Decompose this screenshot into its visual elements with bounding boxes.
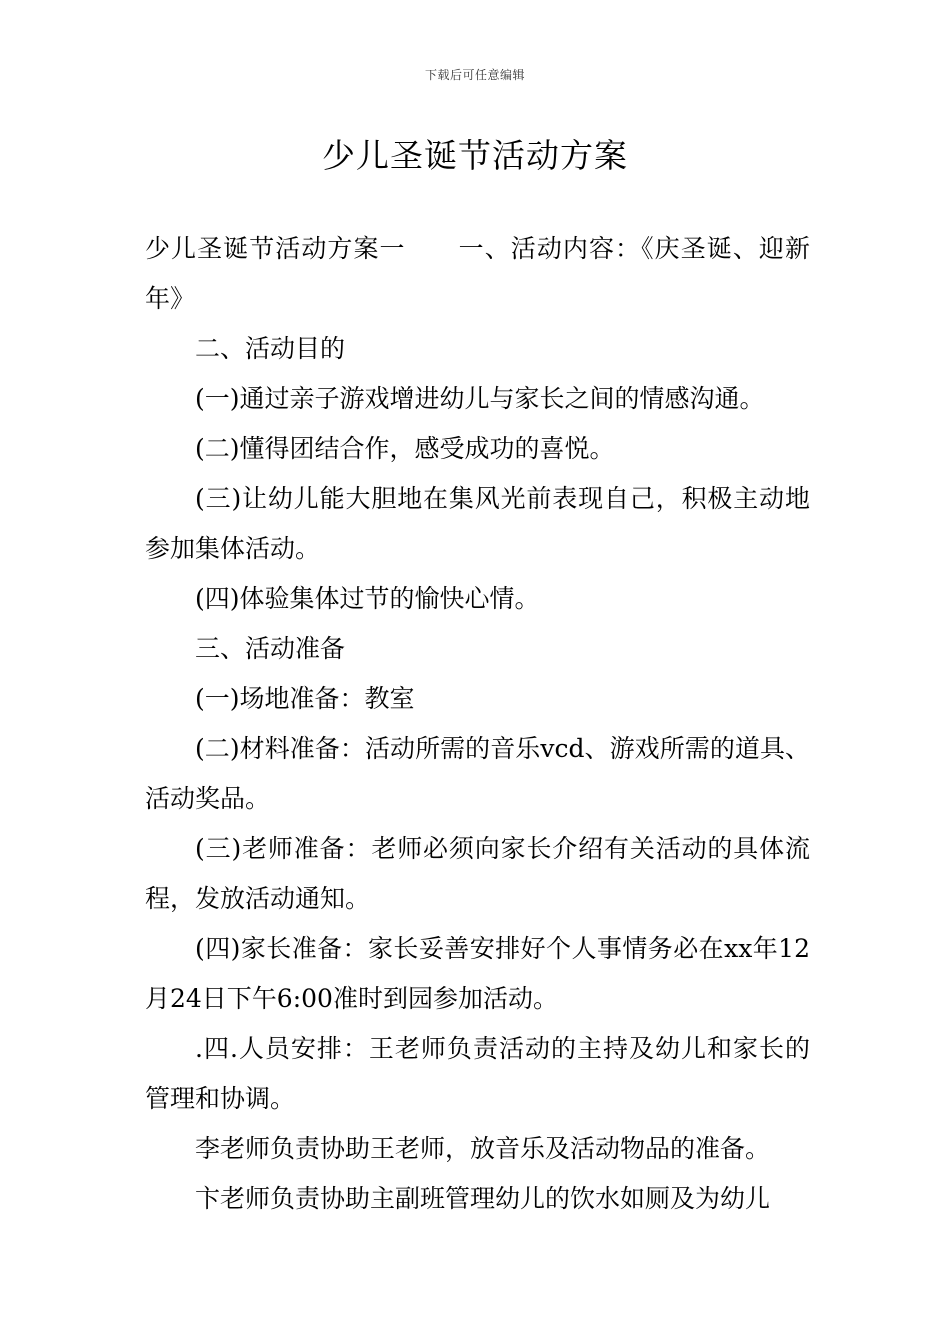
intro-paragraph	[145, 224, 810, 324]
activity-content-text: 一、活动内容：《庆圣诞、迎新年》	[145, 234, 810, 313]
document-title: 少儿圣诞节活动方案	[322, 136, 628, 175]
staff-item-bian: 卞老师负责协助主副班管理幼儿的饮水如厕及为幼儿	[195, 1184, 771, 1213]
staff-item-li: 李老师负责协助王老师，放音乐及活动物品的准备。	[195, 1134, 771, 1163]
preparation-item-4: (四)家长准备：家长妥善安排好个人事情务必在xx年12月24日下午6:00准时到园参加活动。	[145, 934, 810, 1013]
purpose-item-4: (四)体验集体过节的愉快心情。	[195, 584, 540, 613]
page-header-note: 下载后可任意编辑	[424, 68, 525, 82]
purpose-item-3: (三)让幼儿能大胆地在集风光前表现自己，积极主动地参加集体活动。	[145, 484, 810, 563]
preparation-item-1: (一)场地准备：教室	[195, 684, 415, 713]
purpose-item-2: (二)懂得团结合作，感受成功的喜悦。	[195, 434, 615, 463]
section-heading-purpose: 二、活动目的	[195, 334, 346, 363]
plan-heading-text: 少儿圣诞节活动方案一	[145, 234, 406, 263]
preparation-item-2: (二)材料准备：活动所需的音乐vcd、游戏所需的道具、活动奖品。	[145, 734, 810, 813]
document-body	[145, 224, 810, 1224]
preparation-item-3: (三)老师准备：老师必须向家长介绍有关活动的具体流程，发放活动通知。	[145, 834, 810, 913]
purpose-item-1: (一)通过亲子游戏增进幼儿与家长之间的情感沟通。	[195, 384, 765, 413]
section-staff-arrangement: .四.人员安排：王老师负责活动的主持及幼儿和家长的管理和协调。	[145, 1034, 810, 1113]
section-heading-preparation: 三、活动准备	[195, 634, 346, 663]
